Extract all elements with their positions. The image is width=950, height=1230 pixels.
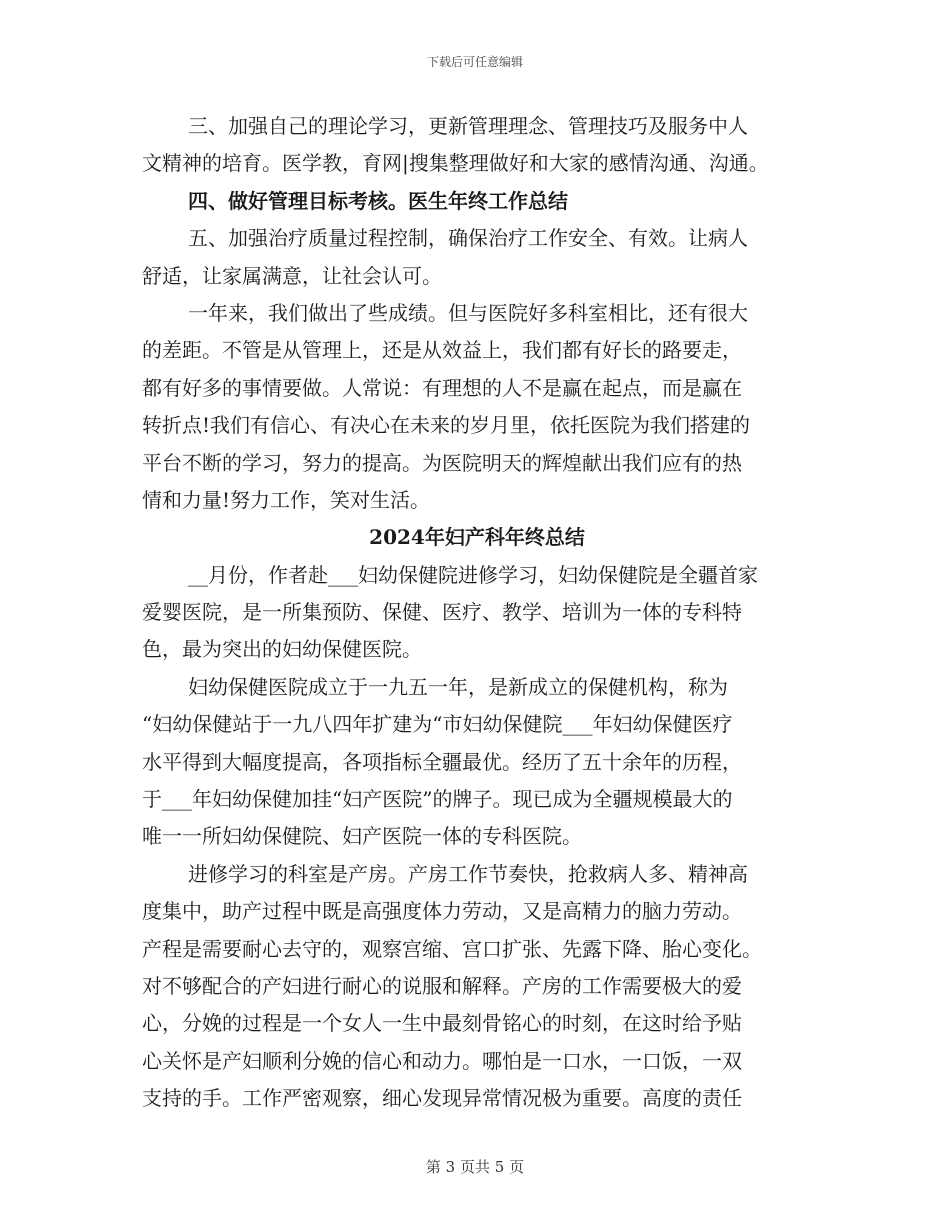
text-line: 水平得到大幅度提高，各项指标全疆最优。经历了五十余年的历程，: [142, 749, 742, 774]
text-line: 转折点!我们有信心、有决心在未来的岁月里，依托医院为我们搭建的: [142, 413, 751, 438]
text-line: __月份，作者赴___妇幼保健院进修学习，妇幼保健院是全疆首家: [188, 562, 758, 587]
text-line: 的差距。不管是从管理上，还是从效益上，我们都有好长的路要走，: [142, 338, 742, 363]
text-line: 一年来，我们做出了些成绩。但与医院好多科室相比，还有很大: [188, 300, 748, 325]
text-line: 于___年妇幼保健加挂“妇产医院”的牌子。现已成为全疆规模最大的: [142, 787, 733, 812]
text-line: “妇幼保健站于一九八四年扩建为“市妇幼保健院___年妇幼保健医疗: [142, 712, 733, 737]
page-footer: 第 3 页共 5 页: [425, 1158, 525, 1176]
text-line: 心关怀是产妇顺利分娩的信心和动力。哪怕是一口水，一口饭，一双: [142, 1048, 742, 1073]
text-line: 进修学习的科室是产房。产房工作节奏快，抢救病人多、精神高: [188, 861, 748, 886]
text-line: 舒适，让家属满意，让社会认可。: [142, 263, 442, 288]
text-line: 色，最为突出的妇幼保健医院。: [142, 637, 422, 662]
document-body: [142, 108, 812, 1118]
text-line: 五、加强治疗质量过程控制，确保治疗工作安全、有效。让病人: [188, 226, 748, 251]
text-line: 情和力量!努力工作，笑对生活。: [142, 487, 431, 512]
text-line: 度集中，助产过程中既是高强度体力劳动，又是高精力的脑力劳动。: [142, 899, 742, 924]
text-line: 文精神的培育。医学教，育网|搜集整理做好和大家的感情沟通、沟通。: [142, 151, 769, 176]
text-line: 都有好多的事情要做。人常说：有理想的人不是赢在起点，而是赢在: [142, 375, 742, 400]
text-line: 产程是需要耐心去守的，观察宫缩、宫口扩张、先露下降、胎心变化。: [142, 936, 762, 961]
text-line: 爱婴医院，是一所集预防、保健、医疗、教学、培训为一体的专科特: [142, 600, 742, 625]
text-line: 支持的手。工作严密观察，细心发现异常情况极为重要。高度的责任: [142, 1086, 742, 1111]
text-line: 平台不断的学习，努力的提高。为医院明天的辉煌献出我们应有的热: [142, 450, 742, 475]
document-title: 2024年妇产科年终总结: [369, 525, 585, 550]
text-line: 心，分娩的过程是一个女人一生中最刻骨铭心的时刻，在这时给予贴: [142, 1011, 742, 1036]
text-line: 三、加强自己的理论学习，更新管理理念、管理技巧及服务中人: [188, 114, 748, 138]
text-line: 唯一一所妇幼保健院、妇产医院一体的专科医院。: [142, 824, 582, 849]
page-header: 下载后可任意编辑: [426, 55, 523, 69]
section-heading: 四、做好管理目标考核。医生年终工作总结: [188, 188, 568, 213]
text-line: 对不够配合的产妇进行耐心的说服和解释。产房的工作需要极大的爱: [142, 973, 742, 998]
text-line: 妇幼保健医院成立于一九五一年，是新成立的保健机构，称为: [188, 674, 728, 699]
